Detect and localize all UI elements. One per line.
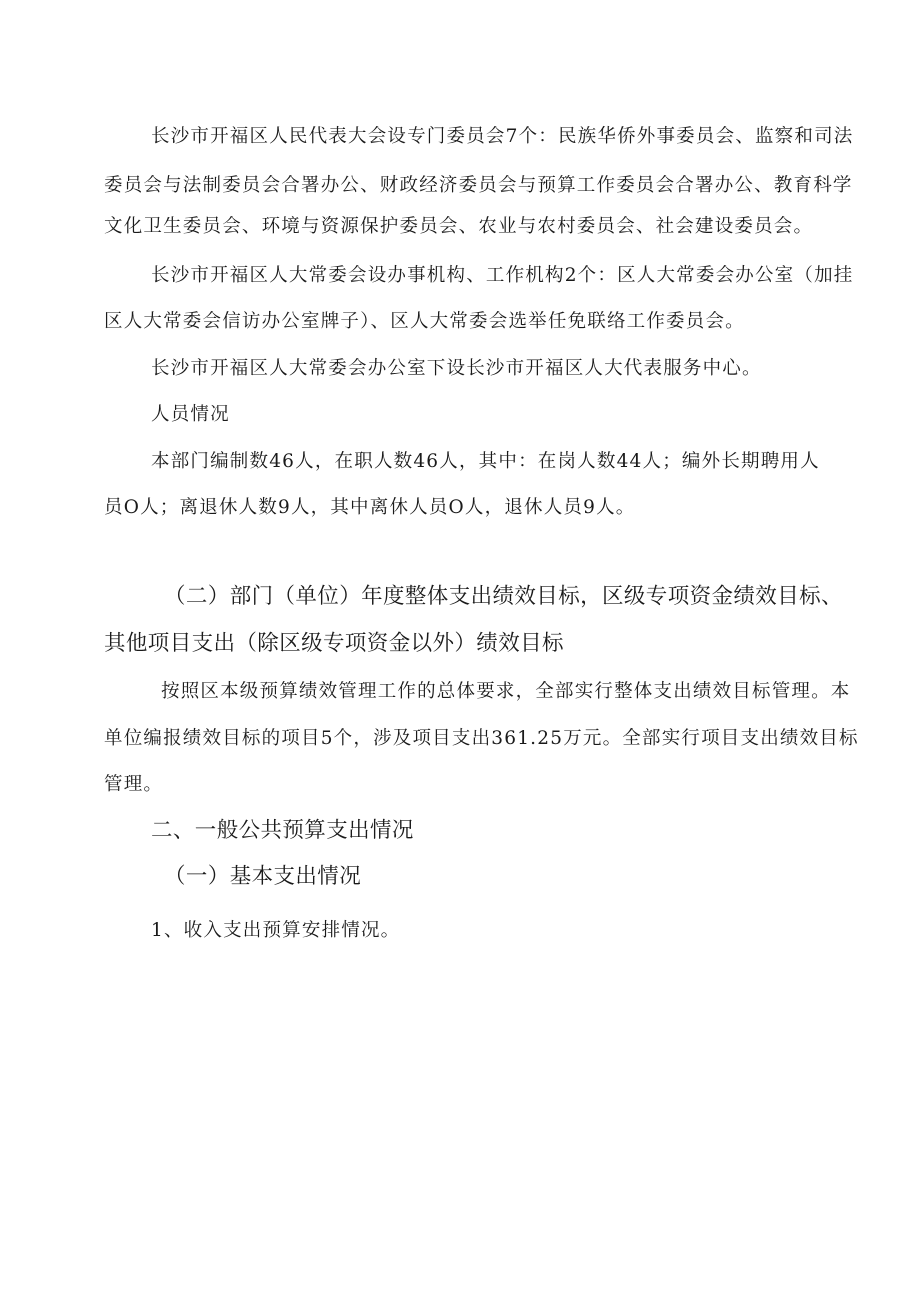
committees-line-3: 文化卫生委员会、环境与资源保护委员会、农业与农村委员会、社会建设委员会。	[104, 216, 814, 237]
basic-expenditure-heading: （一）基本支出情况	[164, 864, 362, 889]
personnel-line-2: 员O人；离退休人数9人，其中离休人员O人，退休人员9人。	[104, 497, 636, 518]
performance-body-line-1: 按照区本级预算绩效管理工作的总体要求，全部实行整体支出绩效目标管理。本	[161, 681, 851, 702]
performance-body-line-3: 管理。	[104, 774, 164, 795]
personnel-line-1: 本部门编制数46人，在职人数46人，其中：在岗人数44人；编外长期聘用人	[151, 451, 820, 472]
section-two-heading: 二、一般公共预算支出情况	[151, 818, 414, 843]
performance-heading-line-2: 其他项目支出（除区级专项资金以外）绩效目标	[104, 631, 564, 656]
committees-line-1: 长沙市开福区人民代表大会设专门委员会7个：民族华侨外事委员会、监察和司法	[151, 126, 854, 147]
service-center-text: 长沙市开福区人大常委会办公室下设长沙市开福区人大代表服务中心。	[151, 358, 762, 379]
performance-body-line-2: 单位编报绩效目标的项目5个，涉及项目支出361.25万元。全部实行项目支出绩效目标	[104, 728, 859, 749]
item-one-text: 1、收入支出预算安排情况。	[151, 920, 401, 941]
offices-line-1: 长沙市开福区人大常委会设办事机构、工作机构2个：区人大常委会办公室（加挂	[151, 265, 854, 286]
committees-line-2: 委员会与法制委员会合署办公、财政经济委员会与预算工作委员会合署办公、教育科学	[104, 175, 853, 196]
offices-line-2: 区人大常委会信访办公室牌子）、区人大常委会选举任免联络工作委员会。	[104, 311, 745, 332]
performance-heading-line-1: （二）部门（单位）年度整体支出绩效目标，区级专项资金绩效目标、	[164, 584, 843, 609]
personnel-title: 人员情况	[151, 404, 230, 425]
